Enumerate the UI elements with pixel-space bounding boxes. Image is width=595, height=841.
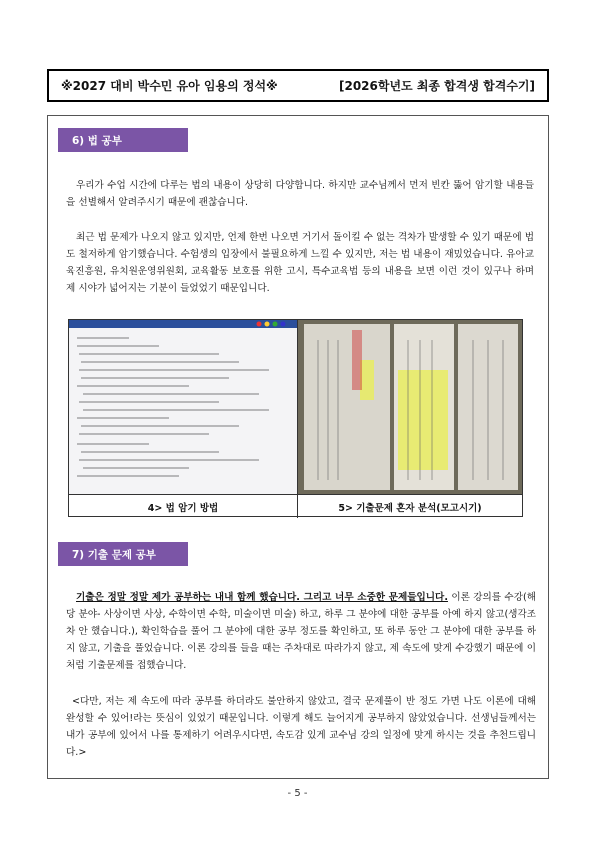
- law-notes-image: [69, 320, 297, 494]
- section-6-title: 6) 법 공부: [72, 134, 122, 147]
- left-image-caption: 4> 법 암기 방법: [69, 494, 297, 518]
- image-table-divider: [297, 320, 298, 518]
- section-7-text-2: <다만, 저는 제 속도에 따라 공부를 하더라도 불안하지 않았고, 결국 문제풀이 반 정도 가면 나도 이론에 대해 완성할 수 있어!라는 뜻심이 있었기 때문입니다. 이렇게 해도 늘어지게 공부하지 않았었습니다. 선생님들께서는 내가 공부에 있어서 나를 통제하기 어려우시다면, 속도감 있게 교수님 강의 일정에 맞게 하시는 것을 추천드립니다.>: [66, 696, 536, 758]
- section-6-text-2: 최근 법 문제가 나오지 않고 있지만, 언제 한번 나오면 거기서 돌이킬 수 없는 격차가 발생할 수 있기 때문에 법도 철저하게 암기했습니다. 수험생의 입장에서 불필요하게 느낄 수 있지만, 저는 법 내용이 재밌었습니다. 유아교육진흥원, 유치원운영위원회, 교육활동 보호를 위한 고시, 특수교육법 등의 내용을 보면 이런 것이 있구나 하며 제 시야가 넓어지는 기분이 들었었기 때문입니다.: [66, 232, 534, 294]
- page-number: - 5 -: [287, 788, 308, 799]
- image-table: [68, 319, 523, 517]
- section-7-text-1: 이론 강의를 수강(해당 분야- 사상이면 사상, 수학이면 수학, 미술이면 미술) 하고, 하루 그 분야에 대한 공부를 아예 하지 않고(생각조차 안 했습니다.), 확인학습을 풀어 그 분야에 대한 공부 정도를 확인하고, 또 하루 동안 그 분야에 대한 공부를 하지 않고, 기출을 풀었습니다. 이론 강의를 들을 때는 주차대로 따라가지 않고, 제 속도에 맞게 수강했기 때문에 이처럼 기출문제를 접했습니다.: [66, 592, 536, 671]
- section-7-paragraph-1: [66, 589, 536, 674]
- document-header: [47, 69, 549, 102]
- section-6-paragraph-1: [66, 177, 534, 211]
- handwritten-notes-illustration: [69, 320, 297, 494]
- section-6-heading: [58, 128, 188, 152]
- section-7-heading: [58, 542, 188, 566]
- right-image-caption: 5> 기출문제 혼자 분석(모고시기): [298, 494, 522, 518]
- section-7-lead-emphasis: 기출은 정말 정말 제가 공부하는 내내 함께 했습니다. 그리고 너무 소중한 문제들입니다.: [76, 592, 448, 603]
- section-6-text-1: 우리가 수업 시간에 다루는 법의 내용이 상당히 다양합니다. 하지만 교수님께서 먼저 빈칸 뚫어 암기할 내용들을 선별해서 알려주시기 때문에 괜찮습니다.: [66, 180, 534, 208]
- header-left-title: ※2027 대비 박수민 유아 임용의 정석※: [61, 79, 278, 93]
- exam-paper-photo-illustration: [298, 320, 522, 494]
- section-6-paragraph-2: [66, 229, 534, 297]
- section-7-title: 7) 기출 문제 공부: [72, 548, 156, 561]
- header-right-title: [2026학년도 최종 합격생 합격수기]: [338, 79, 535, 93]
- exam-analysis-image: [298, 320, 522, 494]
- section-7-paragraph-2: [66, 693, 536, 761]
